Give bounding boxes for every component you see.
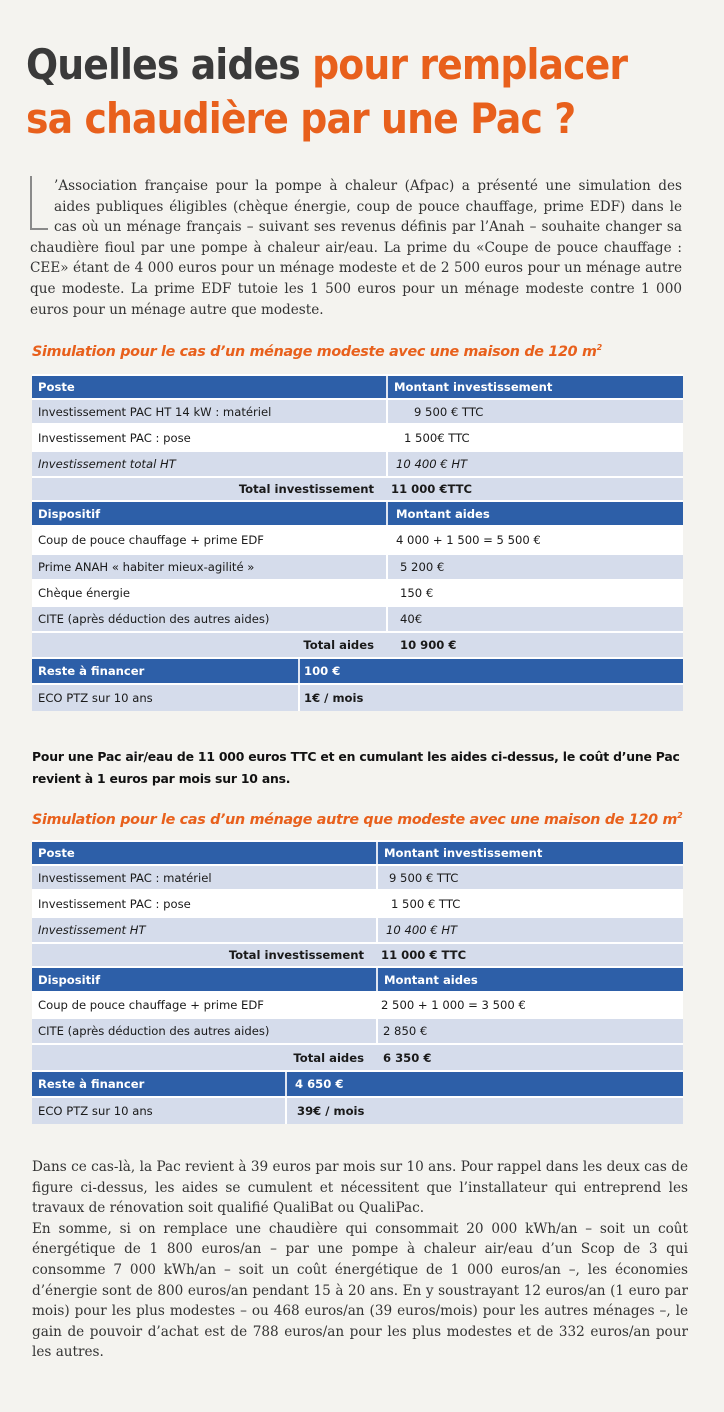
table-cell-value: 4 650 € <box>295 1077 344 1091</box>
table-cell-value: 100 € <box>304 664 341 678</box>
column-divider <box>386 452 388 476</box>
column-divider <box>298 685 300 711</box>
column-divider <box>386 376 388 398</box>
table-header-row <box>32 1070 683 1096</box>
column-divider <box>386 555 388 579</box>
intro-text: ’Association française pour la pompe à chaleur (Afpac) a présenté une simulation des aides publiques éligibles (chèque énergie, coup de pouce chauffage, prime EDF) dans le cas où un ménage français – suivant ses revenus définis par l’Anah – souhaite changer sa chaudière fioul par une pompe à chaleur air/eau. La prime du «Coupe de pouce chauffage : CEE» étant de 4 000 euros pour un ménage modeste et de 2 500 euros pour un ménage autre que modeste. La prime EDF tutoie les 1 500 euros pour un ménage modeste contre 1 000 euros pour un ménage autre que modeste. <box>30 178 682 318</box>
table-header-row <box>32 966 683 991</box>
simulation-1-table <box>32 374 683 711</box>
table-cell-label: Chèque énergie <box>38 586 130 600</box>
table-cell-label: Total investissement <box>238 482 374 496</box>
table-header-row <box>32 657 683 683</box>
table-row <box>32 683 683 711</box>
table-cell-value: 9 500 € TTC <box>414 404 484 419</box>
table-cell-label: ECO PTZ sur 10 ans <box>38 1104 153 1118</box>
column-divider <box>376 891 378 916</box>
table-row <box>32 398 683 423</box>
table-total-row <box>32 1043 683 1070</box>
table-row <box>32 864 683 889</box>
table-cell-label: ECO PTZ sur 10 ans <box>38 691 153 705</box>
table-cell-value: 40€ <box>400 612 423 626</box>
table-row <box>32 450 683 476</box>
table-row <box>32 991 683 1017</box>
table-cell-label: Investissement PAC : pose <box>38 430 191 445</box>
table-total-row <box>32 476 683 500</box>
summary-note: Pour une Pac air/eau de 11 000 euros TTC et en cumulant les aides ci-dessus, le coût d’une Pac revient à 1 euros par mois sur 10 ans. <box>32 749 680 786</box>
table-cell-value: 2 850 € <box>383 1024 428 1038</box>
column-divider <box>386 400 388 423</box>
title-part-2: pour remplacer <box>312 40 628 89</box>
column-divider <box>386 425 388 450</box>
table-cell-label: Dispositif <box>38 506 101 521</box>
conclusion-paragraph-2: En somme, si on remplace une chaudière qui consommait 20 000 kWh/an – soit un coût énergétique de 1 800 euros/an – par une pompe à chaleur air/eau d’un Scop de 3 qui consomme 7 000 kWh/an – soit un coût énergétique de 1 000 euros/an –, les économies d’énergie sont de 800 euros/an pendant 15 à 20 ans. En y soustrayant 12 euros/an (1 euro par mois) pour les plus modestes – ou 468 euros/an (39 euros/mois) pour les autres ménages –, le gain de pouvoir d’achat est de 788 euros/an pour les plus modestes et de 332 euros/an pour les autres. <box>32 1220 688 1361</box>
table-header-row <box>32 374 683 398</box>
table-cell-label: Investissement PAC : matériel <box>38 870 212 885</box>
table-cell-label: Total investissement <box>228 948 364 962</box>
simulation-2-title-text: Simulation pour le cas d’un ménage autre que modeste avec une maison de 120 m <box>32 811 678 828</box>
simulation-1-title-text: Simulation pour le cas d’un ménage modeste avec une maison de 120 m <box>32 343 597 360</box>
title-part-1: Quelles aides <box>26 40 313 89</box>
table-total-row <box>32 631 683 657</box>
intro-paragraph <box>30 176 682 320</box>
column-divider <box>376 993 378 1017</box>
table-cell-label: Prime ANAH « habiter mieux-agilité » <box>38 560 255 574</box>
table-cell-label: Poste <box>38 846 75 860</box>
column-divider <box>386 502 388 525</box>
table-cell-label: Reste à financer <box>38 1077 145 1091</box>
simulation-2-table <box>32 840 683 1124</box>
column-divider <box>386 607 388 631</box>
table-cell-label: CITE (après déduction des autres aides) <box>38 1024 270 1038</box>
table-cell-value: 39€ / mois <box>297 1104 365 1118</box>
table-cell-label: Reste à financer <box>38 664 145 678</box>
table-cell-value: 11 000 €TTC <box>391 482 473 496</box>
table-cell-value: 10 900 € <box>400 638 457 652</box>
table-cell-value: 4 000 + 1 500 = 5 500 € <box>396 533 541 547</box>
table-cell-value: 2 500 + 1 000 = 3 500 € <box>381 998 526 1012</box>
table-row <box>32 889 683 916</box>
table-cell-value: 11 000 € TTC <box>381 948 467 962</box>
table-header-row <box>32 840 683 864</box>
conclusion-paragraph-1: Dans ce cas-là, la Pac revient à 39 euros par mois sur 10 ans. Pour rappel dans les deux cas de figure ci-dessus, les aides se cumulent et nécessitent que l’installateur qui entreprend les travaux de rénovation soit qualifié QualiBat ou QualiPac. <box>32 1159 688 1217</box>
page-title <box>26 38 638 146</box>
table-cell-label: Dispositif <box>38 972 101 987</box>
conclusion-text <box>32 1157 688 1363</box>
table-cell-label: Coup de pouce chauffage + prime EDF <box>38 998 264 1012</box>
table-row <box>32 1096 683 1124</box>
column-divider <box>285 1098 287 1124</box>
table-row <box>32 423 683 450</box>
table-row <box>32 525 683 553</box>
table-cell-value: 10 400 € HT <box>386 923 458 937</box>
column-divider <box>285 1072 287 1096</box>
table-row <box>32 1017 683 1043</box>
table-row <box>32 553 683 579</box>
table-row <box>32 605 683 631</box>
table-total-row <box>32 942 683 966</box>
dropcap-l-bracket <box>30 176 48 230</box>
table-cell-value: Montant investissement <box>394 380 553 394</box>
column-divider <box>386 527 388 553</box>
table-cell-value: 150 € <box>400 586 434 600</box>
table-cell-label: Total aides <box>293 1050 364 1065</box>
column-divider <box>376 918 378 942</box>
column-divider <box>376 968 378 991</box>
table-cell-label: Coup de pouce chauffage + prime EDF <box>38 533 264 547</box>
table-cell-label: Investissement total HT <box>38 457 176 471</box>
table-cell-label: Poste <box>38 380 75 394</box>
column-divider <box>376 1019 378 1043</box>
table-cell-label: Investissement HT <box>38 923 146 937</box>
column-divider <box>298 659 300 683</box>
table-cell-label: Investissement PAC : pose <box>38 896 191 911</box>
table-cell-value: 9 500 € TTC <box>389 870 459 885</box>
column-divider <box>376 866 378 889</box>
table-row <box>32 916 683 942</box>
simulation-2-title <box>32 811 682 828</box>
title-part-3: sa chaudière par une Pac ? <box>26 94 576 143</box>
table-cell-value: 5 200 € <box>400 560 445 574</box>
table-cell-label: Total aides <box>303 638 374 652</box>
table-cell-label: Investissement PAC HT 14 kW : matériel <box>38 404 272 419</box>
table-cell-value: Montant aides <box>396 506 490 521</box>
table-cell-value: 1€ / mois <box>304 691 364 705</box>
table-cell-value: 1 500 € TTC <box>391 896 461 911</box>
simulation-1-title <box>32 343 602 360</box>
table-header-row <box>32 500 683 525</box>
table-cell-value: 10 400 € HT <box>396 457 468 471</box>
table-cell-value: Montant investissement <box>384 846 543 860</box>
table-cell-value: Montant aides <box>384 972 478 987</box>
table-cell-value: 6 350 € <box>383 1050 432 1065</box>
column-divider <box>386 581 388 605</box>
simulation-1-title-sup: 2 <box>596 343 602 352</box>
column-divider <box>376 842 378 864</box>
table-cell-value: 1 500€ TTC <box>404 430 470 445</box>
table-row <box>32 579 683 605</box>
table-cell-label: CITE (après déduction des autres aides) <box>38 612 270 626</box>
simulation-2-title-sup: 2 <box>677 811 683 820</box>
